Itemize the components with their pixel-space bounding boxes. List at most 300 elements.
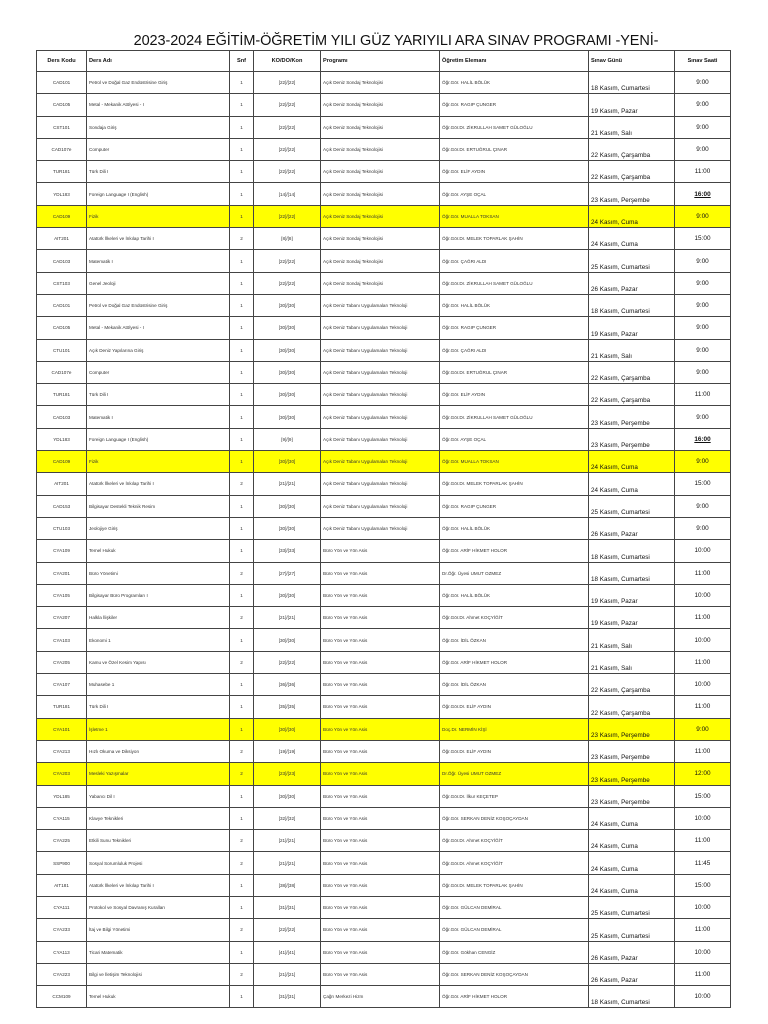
cell-instructor: Öğr.Gör.Dr. ELİF AYDIN [440, 696, 589, 718]
cell-class-year: 1 [230, 428, 254, 450]
cell-program: Açık Deniz Sondaj Teknolojisi [321, 205, 440, 227]
cell-exam-time: 10:00 [675, 674, 731, 696]
cell-instructor: Öğr.Gör.Dr. ZİKRULLAH SAMET GÜLOĞLU [440, 406, 589, 428]
cell-class-year: 1 [230, 161, 254, 183]
cell-instructor: Öğr.Gör. RAGIP ÇUNGER [440, 495, 589, 517]
table-row [37, 183, 731, 205]
cell-exam-time: 9:00 [675, 138, 731, 160]
cell-course-code: CAD103 [37, 250, 87, 272]
cell-capacity: [22]/[22] [254, 651, 321, 673]
cell-instructor: Öğr.Gör. RAGIP ÇUNGER [440, 317, 589, 339]
cell-instructor: Öğr.Gör. ÇAĞRI ALDI [440, 339, 589, 361]
cell-exam-day: 19 Kasım, Pazar [589, 94, 675, 116]
cell-instructor: Öğr.Gör.Dr. ERTUĞRUL ÇINAR [440, 138, 589, 160]
table-row [37, 161, 731, 183]
cell-exam-day: 26 Kasım, Pazar [589, 517, 675, 539]
cell-instructor: Öğr.Gör. HALİL BÖLÜK [440, 584, 589, 606]
cell-course-name: Ekonomi 1 [87, 629, 230, 651]
cell-exam-day: 22 Kasım, Çarşamba [589, 161, 675, 183]
cell-class-year: 2 [230, 740, 254, 762]
cell-exam-time: 11:00 [675, 830, 731, 852]
cell-program: Büro Yön ve Yön Asis [321, 963, 440, 985]
cell-program: Büro Yön ve Yön Asis [321, 584, 440, 606]
cell-course-name: Büro Yönetimi [87, 562, 230, 584]
cell-capacity: [22]/[22] [254, 919, 321, 941]
cell-class-year: 1 [230, 718, 254, 740]
cell-program: Açık Deniz Sondaj Teknolojisi [321, 72, 440, 94]
table-row [37, 94, 731, 116]
cell-course-code: CYA113 [37, 941, 87, 963]
table-row [37, 941, 731, 963]
cell-exam-time: 15:00 [675, 874, 731, 896]
cell-instructor: Dr.Öğr. Üyesi UMUT OZMEZ [440, 763, 589, 785]
cell-exam-time: 11:00 [675, 919, 731, 941]
cell-capacity: [22]/[22] [254, 94, 321, 116]
cell-exam-day: 25 Kasım, Cumartesi [589, 919, 675, 941]
cell-class-year: 1 [230, 941, 254, 963]
table-row [37, 294, 731, 316]
cell-course-code: CYA225 [37, 830, 87, 852]
cell-course-name: Fizik [87, 451, 230, 473]
cell-capacity: [19]/[19] [254, 740, 321, 762]
cell-course-name: Foreign Language I (English) [87, 428, 230, 450]
cell-exam-day: 22 Kasım, Çarşamba [589, 361, 675, 383]
table-row [37, 696, 731, 718]
table-row [37, 674, 731, 696]
cell-course-code: CST101 [37, 116, 87, 138]
cell-instructor: Öğr.Gör.Dr. MELEK TOPARLAK ŞAHİN [440, 473, 589, 495]
cell-capacity: [30]/[30] [254, 361, 321, 383]
table-row [37, 406, 731, 428]
cell-instructor: Öğr.Gör. SERKAN DENİZ KOŞOÇAYDAN [440, 807, 589, 829]
cell-course-code: AIT201 [37, 228, 87, 250]
cell-course-code: CYA111 [37, 896, 87, 918]
cell-exam-time: 9:00 [675, 718, 731, 740]
cell-exam-time: 10:00 [675, 807, 731, 829]
cell-capacity: [30]/[30] [254, 294, 321, 316]
cell-class-year: 1 [230, 250, 254, 272]
cell-capacity: [30]/[30] [254, 495, 321, 517]
cell-course-code: CAD103 [37, 406, 87, 428]
cell-class-year: 1 [230, 807, 254, 829]
cell-course-name: Etkili Sunu Teknikleri [87, 830, 230, 852]
cell-capacity: [36]/[36] [254, 674, 321, 696]
cell-class-year: 2 [230, 830, 254, 852]
cell-instructor: Öğr.Gör. GÜLCAN DEMİRAL [440, 919, 589, 941]
cell-instructor: Öğr.Gör. İDİL ÖZKAN [440, 629, 589, 651]
cell-program: Büro Yön ve Yön Asis [321, 830, 440, 852]
cell-exam-time: 10:00 [675, 540, 731, 562]
cell-exam-time: 11:00 [675, 696, 731, 718]
cell-exam-day: 18 Kasım, Cumartesi [589, 562, 675, 584]
cell-class-year: 1 [230, 94, 254, 116]
cell-course-code: TUR181 [37, 384, 87, 406]
cell-program: Açık Deniz Tabanı Uygulamaları Teknoloji [321, 495, 440, 517]
cell-course-code: CYA109 [37, 540, 87, 562]
cell-program: Büro Yön ve Yön Asis [321, 562, 440, 584]
cell-instructor: Öğr.Gör. AYŞE OÇAL [440, 183, 589, 205]
cell-instructor: Öğr.Gör. ARİF HİKMET HOLOR [440, 986, 589, 1008]
cell-capacity: [31]/[31] [254, 896, 321, 918]
table-row [37, 272, 731, 294]
cell-instructor: Öğr.Gör. ARİF HİKMET HOLOR [440, 651, 589, 673]
cell-course-code: CTU101 [37, 339, 87, 361]
cell-capacity: [32]/[32] [254, 807, 321, 829]
cell-exam-day: 22 Kasım, Çarşamba [589, 138, 675, 160]
cell-exam-day: 23 Kasım, Perşembe [589, 183, 675, 205]
cell-instructor: Öğr.Gör. HALİL BÖLÜK [440, 294, 589, 316]
cell-exam-day: 24 Kasım, Cuma [589, 451, 675, 473]
cell-class-year: 1 [230, 138, 254, 160]
cell-exam-day: 21 Kasım, Salı [589, 339, 675, 361]
cell-program: Açık Deniz Tabanı Uygulamaları Teknoloji [321, 294, 440, 316]
table-row [37, 205, 731, 227]
cell-program: Büro Yön ve Yön Asis [321, 919, 440, 941]
cell-class-year: 1 [230, 339, 254, 361]
cell-class-year: 1 [230, 116, 254, 138]
cell-class-year: 1 [230, 629, 254, 651]
cell-instructor: Öğr.Gör. İDİL ÖZKAN [440, 674, 589, 696]
cell-course-name: Bilgisayar Büro Programları I [87, 584, 230, 606]
cell-exam-time: 11:00 [675, 161, 731, 183]
cell-capacity: [30]/[30] [254, 406, 321, 428]
cell-class-year: 1 [230, 205, 254, 227]
cell-exam-day: 22 Kasım, Çarşamba [589, 384, 675, 406]
table-row [37, 540, 731, 562]
cell-program: Büro Yön ve Yön Asis [321, 718, 440, 740]
cell-capacity: [21]/[21] [254, 830, 321, 852]
cell-class-year: 1 [230, 785, 254, 807]
cell-exam-day: 19 Kasım, Pazar [589, 317, 675, 339]
cell-exam-time: 9:00 [675, 361, 731, 383]
cell-capacity: [30]/[30] [254, 517, 321, 539]
cell-course-code: CYA213 [37, 740, 87, 762]
cell-exam-day: 18 Kasım, Cumartesi [589, 72, 675, 94]
col-header-instructor: Öğretim Elemanı [440, 51, 589, 72]
cell-capacity: [41]/[41] [254, 941, 321, 963]
cell-exam-day: 24 Kasım, Cuma [589, 473, 675, 495]
cell-capacity: [8]/[8] [254, 228, 321, 250]
cell-exam-time: 9:00 [675, 205, 731, 227]
cell-course-code: CAD109 [37, 451, 87, 473]
cell-course-name: Klavye Teknikleri [87, 807, 230, 829]
cell-course-name: Bilgi ve İletişim Teknolojisi [87, 963, 230, 985]
cell-course-code: CAD107e [37, 361, 87, 383]
cell-program: Büro Yön ve Yön Asis [321, 941, 440, 963]
cell-course-code: CYA107 [37, 674, 87, 696]
cell-program: Büro Yön ve Yön Asis [321, 629, 440, 651]
cell-instructor: Öğr.Gör. ARİF HİKMET HOLOR [440, 540, 589, 562]
table-row [37, 384, 731, 406]
cell-exam-time: 16:00 [675, 183, 731, 205]
cell-program: Büro Yön ve Yön Asis [321, 896, 440, 918]
cell-exam-time: 16:00 [675, 428, 731, 450]
cell-program: Açık Deniz Sondaj Teknolojisi [321, 116, 440, 138]
cell-course-code: CAD105 [37, 94, 87, 116]
cell-exam-time: 11:00 [675, 384, 731, 406]
cell-course-code: YDL183 [37, 183, 87, 205]
cell-class-year: 2 [230, 473, 254, 495]
cell-instructor: Öğr.Gör.Dr. ERTUĞRUL ÇINAR [440, 361, 589, 383]
cell-program: Büro Yön ve Yön Asis [321, 607, 440, 629]
col-header-program: Programı [321, 51, 440, 72]
cell-capacity: [30]/[30] [254, 718, 321, 740]
cell-class-year: 2 [230, 763, 254, 785]
cell-class-year: 2 [230, 228, 254, 250]
cell-program: Açık Deniz Sondaj Teknolojisi [321, 183, 440, 205]
cell-course-name: Atatürk İlkeleri ve İnkılap Tarihi I [87, 228, 230, 250]
cell-course-name: Yabancı Dil I [87, 785, 230, 807]
table-row [37, 451, 731, 473]
cell-program: Açık Deniz Tabanı Uygulamaları Teknoloji [321, 428, 440, 450]
col-header-capacity: KO/DO/Kon [254, 51, 321, 72]
cell-capacity: [22]/[22] [254, 205, 321, 227]
cell-program: Açık Deniz Tabanı Uygulamaları Teknoloji [321, 517, 440, 539]
cell-class-year: 1 [230, 272, 254, 294]
cell-exam-time: 9:00 [675, 317, 731, 339]
cell-course-name: Sondaja Giriş [87, 116, 230, 138]
cell-program: Açık Deniz Sondaj Teknolojisi [321, 94, 440, 116]
cell-class-year: 1 [230, 674, 254, 696]
cell-instructor: Öğr.Gör. RAGIP ÇUNGER [440, 94, 589, 116]
cell-capacity: [30]/[30] [254, 451, 321, 473]
cell-program: Açık Deniz Sondaj Teknolojisi [321, 272, 440, 294]
cell-course-code: CYA205 [37, 651, 87, 673]
cell-program: Büro Yön ve Yön Asis [321, 852, 440, 874]
cell-course-code: SSP900 [37, 852, 87, 874]
table-row [37, 852, 731, 874]
cell-instructor: Öğr.Gör.Dr. Ahmet KOÇYİĞİT [440, 607, 589, 629]
cell-course-code: CYA233 [37, 919, 87, 941]
cell-instructor: Öğr.Gör. GÜLCAN DEMİRAL [440, 896, 589, 918]
cell-exam-time: 10:00 [675, 584, 731, 606]
cell-instructor: Öğr.Gör.Dr. İlkur KEÇETEP [440, 785, 589, 807]
cell-course-code: TUR181 [37, 161, 87, 183]
table-row [37, 896, 731, 918]
cell-course-code: CAD105 [37, 317, 87, 339]
table-row [37, 807, 731, 829]
cell-course-code: CCM109 [37, 986, 87, 1008]
cell-instructor: Öğr.Gör.Dr. ZİKRULLAH SAMET GÜLOĞLU [440, 116, 589, 138]
cell-course-name: Protokol ve Sosyal Davranış Kuralları [87, 896, 230, 918]
cell-course-code: TUR181 [37, 696, 87, 718]
col-header-name: Ders Adı [87, 51, 230, 72]
cell-exam-day: 21 Kasım, Salı [589, 629, 675, 651]
cell-course-name: Hızlı Okuma ve Diksiyon [87, 740, 230, 762]
cell-exam-day: 23 Kasım, Perşembe [589, 428, 675, 450]
cell-class-year: 2 [230, 852, 254, 874]
cell-program: Açık Deniz Sondaj Teknolojisi [321, 250, 440, 272]
col-header-class: Snf [230, 51, 254, 72]
table-row [37, 785, 731, 807]
cell-program: Açık Deniz Sondaj Teknolojisi [321, 138, 440, 160]
cell-program: Büro Yön ve Yön Asis [321, 740, 440, 762]
cell-course-name: Türk Dili I [87, 384, 230, 406]
cell-exam-time: 11:00 [675, 740, 731, 762]
cell-course-name: Fizik [87, 205, 230, 227]
cell-exam-time: 11:00 [675, 607, 731, 629]
cell-class-year: 1 [230, 540, 254, 562]
cell-course-code: CAD101 [37, 72, 87, 94]
cell-course-code: CAD153 [37, 495, 87, 517]
cell-class-year: 1 [230, 72, 254, 94]
cell-instructor: Öğr.Gör. MUALLA TOKSAN [440, 205, 589, 227]
cell-exam-time: 11:45 [675, 852, 731, 874]
cell-course-code: CYA105 [37, 584, 87, 606]
cell-course-code: CYA103 [37, 629, 87, 651]
cell-course-name: Halkla İlişkiler [87, 607, 230, 629]
cell-course-name: Türk Dili I [87, 696, 230, 718]
cell-course-name: Açık Deniz Yapılarına Giriş [87, 339, 230, 361]
cell-program: Büro Yön ve Yön Asis [321, 540, 440, 562]
cell-course-name: Temel Hukuk [87, 986, 230, 1008]
cell-exam-day: 24 Kasım, Cuma [589, 830, 675, 852]
cell-exam-day: 24 Kasım, Cuma [589, 228, 675, 250]
cell-exam-day: 26 Kasım, Pazar [589, 272, 675, 294]
table-row [37, 138, 731, 160]
cell-class-year: 1 [230, 495, 254, 517]
cell-instructor: Öğr.Gör. ELİF AYDIN [440, 161, 589, 183]
cell-course-name: Sosyal Sorumluluk Projesi [87, 852, 230, 874]
table-row [37, 740, 731, 762]
cell-exam-day: 19 Kasım, Pazar [589, 584, 675, 606]
cell-capacity: [35]/[35] [254, 696, 321, 718]
cell-capacity: [22]/[22] [254, 116, 321, 138]
table-row [37, 718, 731, 740]
cell-class-year: 1 [230, 584, 254, 606]
cell-course-code: CYA101 [37, 718, 87, 740]
table-row [37, 116, 731, 138]
cell-course-name: İşletme 1 [87, 718, 230, 740]
cell-capacity: [22]/[22] [254, 272, 321, 294]
cell-exam-time: 15:00 [675, 228, 731, 250]
cell-program: Açık Deniz Tabanı Uygulamaları Teknoloji [321, 384, 440, 406]
cell-course-code: CYA223 [37, 963, 87, 985]
table-row [37, 963, 731, 985]
cell-capacity: [21]/[21] [254, 607, 321, 629]
cell-exam-time: 10:00 [675, 629, 731, 651]
cell-exam-time: 9:00 [675, 517, 731, 539]
cell-course-code: YDL183 [37, 428, 87, 450]
cell-course-code: YDL185 [37, 785, 87, 807]
cell-instructor: Öğr.Gör.Dr. Ahmet KOÇYİĞİT [440, 852, 589, 874]
cell-instructor: Öğr.Gör. HALİL BÖLÜK [440, 517, 589, 539]
table-row [37, 473, 731, 495]
cell-capacity: [22]/[22] [254, 72, 321, 94]
cell-course-name: Foreign Language I (English) [87, 183, 230, 205]
cell-exam-time: 11:00 [675, 651, 731, 673]
cell-exam-day: 22 Kasım, Çarşamba [589, 696, 675, 718]
table-row [37, 361, 731, 383]
cell-program: Büro Yön ve Yön Asis [321, 874, 440, 896]
cell-exam-day: 25 Kasım, Cumartesi [589, 495, 675, 517]
cell-capacity: [30]/[30] [254, 339, 321, 361]
cell-capacity: [38]/[38] [254, 874, 321, 896]
cell-program: Büro Yön ve Yön Asis [321, 674, 440, 696]
cell-course-code: CAD107e [37, 138, 87, 160]
cell-capacity: [9]/[9] [254, 428, 321, 450]
cell-exam-time: 11:00 [675, 562, 731, 584]
cell-exam-time: 9:00 [675, 294, 731, 316]
cell-course-name: Muhasebe 1 [87, 674, 230, 696]
cell-course-name: Metal - Mekanik Atölyesi - I [87, 317, 230, 339]
cell-program: Büro Yön ve Yön Asis [321, 785, 440, 807]
cell-exam-time: 9:00 [675, 272, 731, 294]
cell-program: Büro Yön ve Yön Asis [321, 763, 440, 785]
cell-capacity: [22]/[22] [254, 161, 321, 183]
cell-program: Çağrı Merkezi Hizm [321, 986, 440, 1008]
cell-capacity: [30]/[30] [254, 384, 321, 406]
cell-exam-day: 24 Kasım, Cuma [589, 852, 675, 874]
cell-course-name: Genel Jeoloji [87, 272, 230, 294]
table-row [37, 562, 731, 584]
cell-course-name: Computer [87, 138, 230, 160]
cell-exam-time: 9:00 [675, 451, 731, 473]
cell-instructor: Dr.Öğr. Üyesi UMUT OZMEZ [440, 562, 589, 584]
cell-class-year: 1 [230, 406, 254, 428]
cell-exam-time: 11:00 [675, 963, 731, 985]
cell-program: Büro Yön ve Yön Asis [321, 651, 440, 673]
table-row [37, 874, 731, 896]
cell-course-name: Atatürk İlkeleri ve İnkılap Tarihi I [87, 874, 230, 896]
cell-class-year: 1 [230, 517, 254, 539]
cell-capacity: [22]/[22] [254, 250, 321, 272]
cell-instructor: Öğr.Gör. AYŞE OÇAL [440, 428, 589, 450]
cell-course-code: AIT201 [37, 473, 87, 495]
table-row [37, 763, 731, 785]
cell-exam-time: 9:00 [675, 495, 731, 517]
cell-class-year: 1 [230, 986, 254, 1008]
cell-class-year: 1 [230, 696, 254, 718]
cell-course-name: Jeolojiye Giriş [87, 517, 230, 539]
table-row [37, 428, 731, 450]
cell-exam-day: 22 Kasım, Çarşamba [589, 674, 675, 696]
cell-exam-time: 9:00 [675, 94, 731, 116]
cell-class-year: 1 [230, 451, 254, 473]
cell-instructor: Öğr.Gör. HALİL BÖLÜK [440, 72, 589, 94]
cell-course-code: CYA115 [37, 807, 87, 829]
cell-program: Büro Yön ve Yön Asis [321, 696, 440, 718]
cell-capacity: [31]/[31] [254, 986, 321, 1008]
cell-course-name: Petrol ve Doğal Gaz Endüstrisine Giriş [87, 294, 230, 316]
cell-exam-day: 18 Kasım, Cumartesi [589, 294, 675, 316]
cell-program: Açık Deniz Tabanı Uygulamaları Teknoloji [321, 473, 440, 495]
table-row [37, 986, 731, 1008]
cell-exam-time: 15:00 [675, 473, 731, 495]
cell-course-name: Türk Dili I [87, 161, 230, 183]
cell-exam-time: 9:00 [675, 339, 731, 361]
cell-program: Açık Deniz Tabanı Uygulamaları Teknoloji [321, 451, 440, 473]
cell-exam-time: 12:00 [675, 763, 731, 785]
cell-exam-day: 19 Kasım, Pazar [589, 607, 675, 629]
cell-course-name: İtaj ve Bilgi Yönetimi [87, 919, 230, 941]
cell-exam-day: 23 Kasım, Perşembe [589, 718, 675, 740]
cell-program: Açık Deniz Sondaj Teknolojisi [321, 228, 440, 250]
cell-class-year: 1 [230, 317, 254, 339]
cell-capacity: [30]/[30] [254, 629, 321, 651]
cell-instructor: Öğr.Gör.Dr. ZİKRULLAH SAMET GÜLOĞLU [440, 272, 589, 294]
table-row [37, 339, 731, 361]
cell-program: Açık Deniz Tabanı Uygulamaları Teknoloji [321, 361, 440, 383]
cell-instructor: Öğr.Gör. MUALLA TOKSAN [440, 451, 589, 473]
cell-exam-day: 23 Kasım, Perşembe [589, 785, 675, 807]
cell-exam-day: 18 Kasım, Cumartesi [589, 986, 675, 1008]
cell-class-year: 2 [230, 919, 254, 941]
cell-exam-day: 21 Kasım, Salı [589, 651, 675, 673]
cell-exam-day: 24 Kasım, Cuma [589, 807, 675, 829]
cell-course-name: Petrol ve Doğal Gaz Endüstrisine Giriş [87, 72, 230, 94]
table-row [37, 250, 731, 272]
